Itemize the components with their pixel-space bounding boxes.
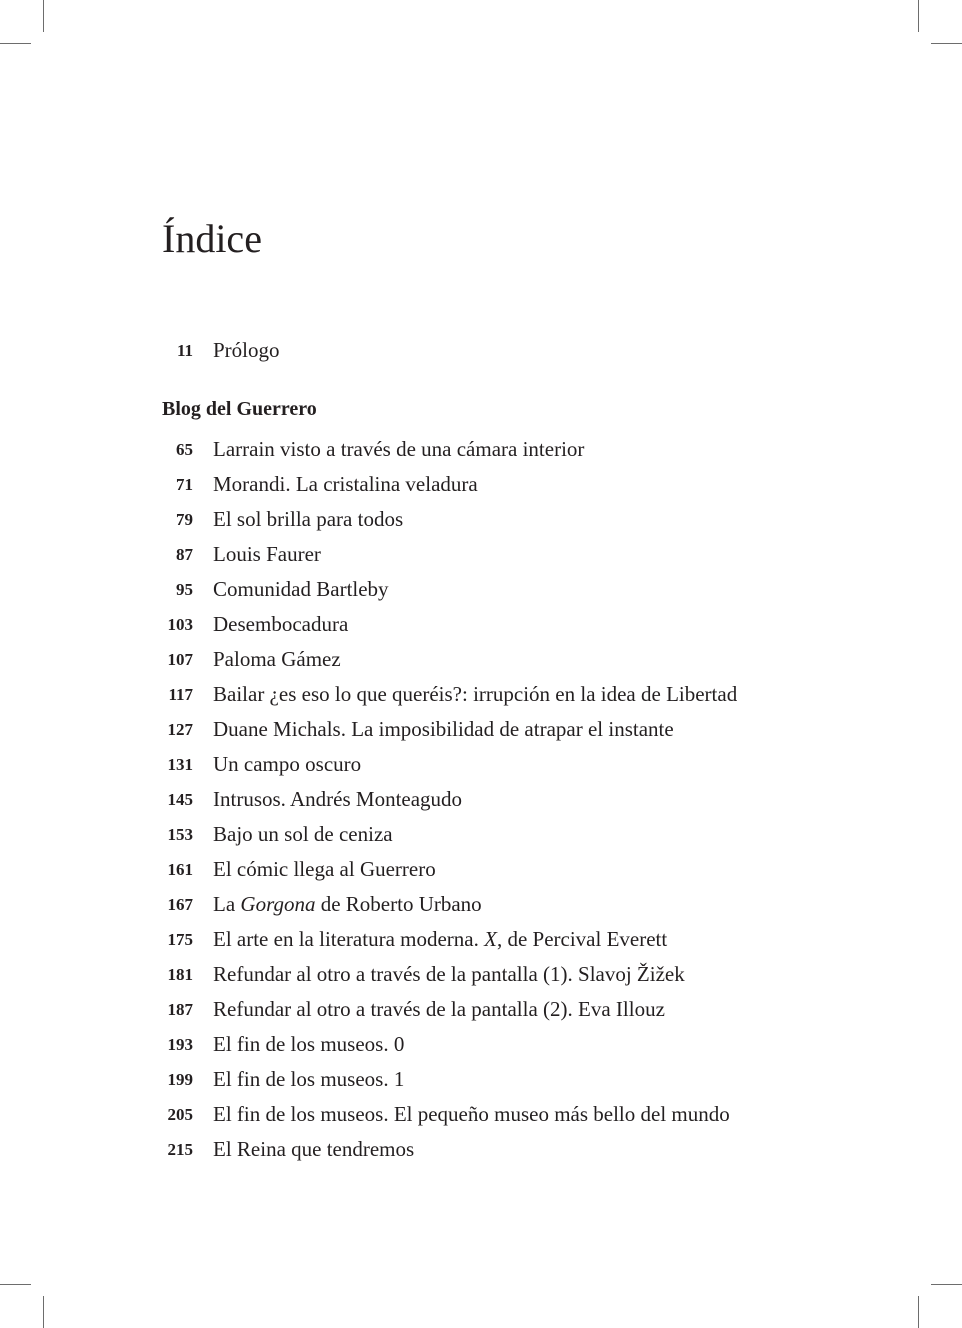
toc-page-number: 103	[167, 615, 193, 634]
toc-entry-title: El fin de los museos. 0	[213, 1032, 405, 1056]
toc-entry-title: Morandi. La cristalina veladura	[213, 472, 478, 496]
page-title: Índice	[162, 216, 262, 261]
toc-entry-title: Duane Michals. La imposibilidad de atrapar el instante	[213, 717, 674, 741]
section-heading: Blog del Guerrero	[162, 398, 317, 420]
toc-entry	[0, 607, 962, 642]
toc-entry-title-text: , de Percival Everett	[496, 927, 668, 951]
crop-mark-top-left-horizontal	[0, 43, 31, 44]
toc-page-number: 205	[167, 1105, 193, 1124]
toc-page-number: 175	[167, 930, 193, 949]
crop-mark-bottom-right-vertical	[918, 1296, 919, 1328]
toc-page-number: 153	[167, 825, 193, 844]
toc-entry-title	[213, 887, 482, 922]
toc-entry-title: Un campo oscuro	[213, 752, 362, 776]
toc-entry-title: El fin de los museos. 1	[213, 1067, 405, 1091]
toc-page-number: 95	[176, 580, 193, 599]
toc-entry	[0, 747, 962, 782]
toc-page-number: 187	[167, 1000, 193, 1019]
toc-entry	[0, 572, 962, 607]
toc-page-number: 11	[176, 341, 193, 360]
toc-page-number: 193	[167, 1035, 193, 1054]
toc-entry-title: Bajo un sol de ceniza	[213, 822, 393, 846]
toc-entry	[0, 1097, 962, 1132]
toc-entry-title	[213, 922, 667, 957]
toc-entry-title: Desembocadura	[213, 612, 349, 636]
toc-entry	[0, 817, 962, 852]
toc-page-number: 199	[167, 1070, 193, 1089]
toc-page-number: 117	[168, 685, 193, 704]
toc-entry	[0, 467, 962, 502]
toc-page-number: 65	[176, 440, 193, 459]
crop-mark-bottom-right-horizontal	[931, 1284, 962, 1285]
toc-entry-title-text: de Roberto Urbano	[315, 892, 482, 916]
crop-mark-top-right-horizontal	[931, 43, 962, 44]
toc-entry	[0, 887, 962, 922]
toc-entry	[0, 1132, 962, 1167]
toc-entry-title: Refundar al otro a través de la pantalla (2). Eva Illouz	[213, 997, 665, 1021]
toc-entry	[0, 502, 962, 537]
toc-entry-title: El fin de los museos. El pequeño museo más bello del mundo	[213, 1102, 730, 1126]
toc-page-number: 71	[176, 475, 193, 494]
toc-entry	[0, 782, 962, 817]
toc-entry-title: Larrain visto a través de una cámara interior	[213, 437, 585, 461]
toc-entry-title: Louis Faurer	[213, 542, 321, 566]
toc-entry-title: Intrusos. Andrés Monteagudo	[213, 787, 463, 811]
toc-entry-title-italic: Gorgona	[240, 892, 316, 916]
toc-entry	[0, 852, 962, 887]
crop-mark-bottom-left-vertical	[43, 1296, 44, 1328]
toc-page-number: 161	[167, 860, 193, 879]
crop-mark-top-right-vertical	[918, 0, 919, 32]
toc-entry	[0, 537, 962, 572]
toc-entry	[0, 922, 962, 957]
toc-entry-title-text: El arte en la literatura moderna.	[213, 927, 485, 951]
toc-entry-title-italic: X	[484, 927, 497, 951]
toc-entry-title: El sol brilla para todos	[213, 507, 404, 531]
toc-entry	[0, 957, 962, 992]
toc-page-number: 79	[176, 510, 193, 529]
toc-entry	[0, 1062, 962, 1097]
toc-page-number: 167	[167, 895, 193, 914]
toc-entry-title: El cómic llega al Guerrero	[213, 857, 436, 881]
toc-entry	[0, 642, 962, 677]
toc-entry-title: Comunidad Bartleby	[213, 577, 389, 601]
crop-mark-top-left-vertical	[43, 0, 44, 32]
crop-mark-bottom-left-horizontal	[0, 1284, 31, 1285]
toc-entry	[0, 432, 962, 467]
toc-page-number: 87	[176, 545, 193, 564]
toc-entry	[0, 712, 962, 747]
toc-page-number: 107	[167, 650, 193, 669]
toc-entry-prologue	[0, 333, 962, 368]
toc-entry-title: Prólogo	[213, 338, 280, 362]
toc-entry-title-text: La	[213, 892, 241, 916]
toc-page-number: 145	[167, 790, 193, 809]
toc-page-number: 181	[167, 965, 193, 984]
toc-page-number: 131	[167, 755, 193, 774]
toc-entry	[0, 1027, 962, 1062]
toc-entry	[0, 992, 962, 1027]
toc-entry	[0, 677, 962, 712]
toc-page-number: 127	[167, 720, 193, 739]
toc-entry-title: Bailar ¿es eso lo que queréis?: irrupción en la idea de Libertad	[213, 682, 738, 706]
toc-entry-title: El Reina que tendremos	[213, 1137, 415, 1161]
toc-entry-title: Paloma Gámez	[213, 647, 341, 671]
toc-page-number: 215	[167, 1140, 193, 1159]
toc-entry-title: Refundar al otro a través de la pantalla (1). Slavoj Žižek	[213, 962, 685, 986]
